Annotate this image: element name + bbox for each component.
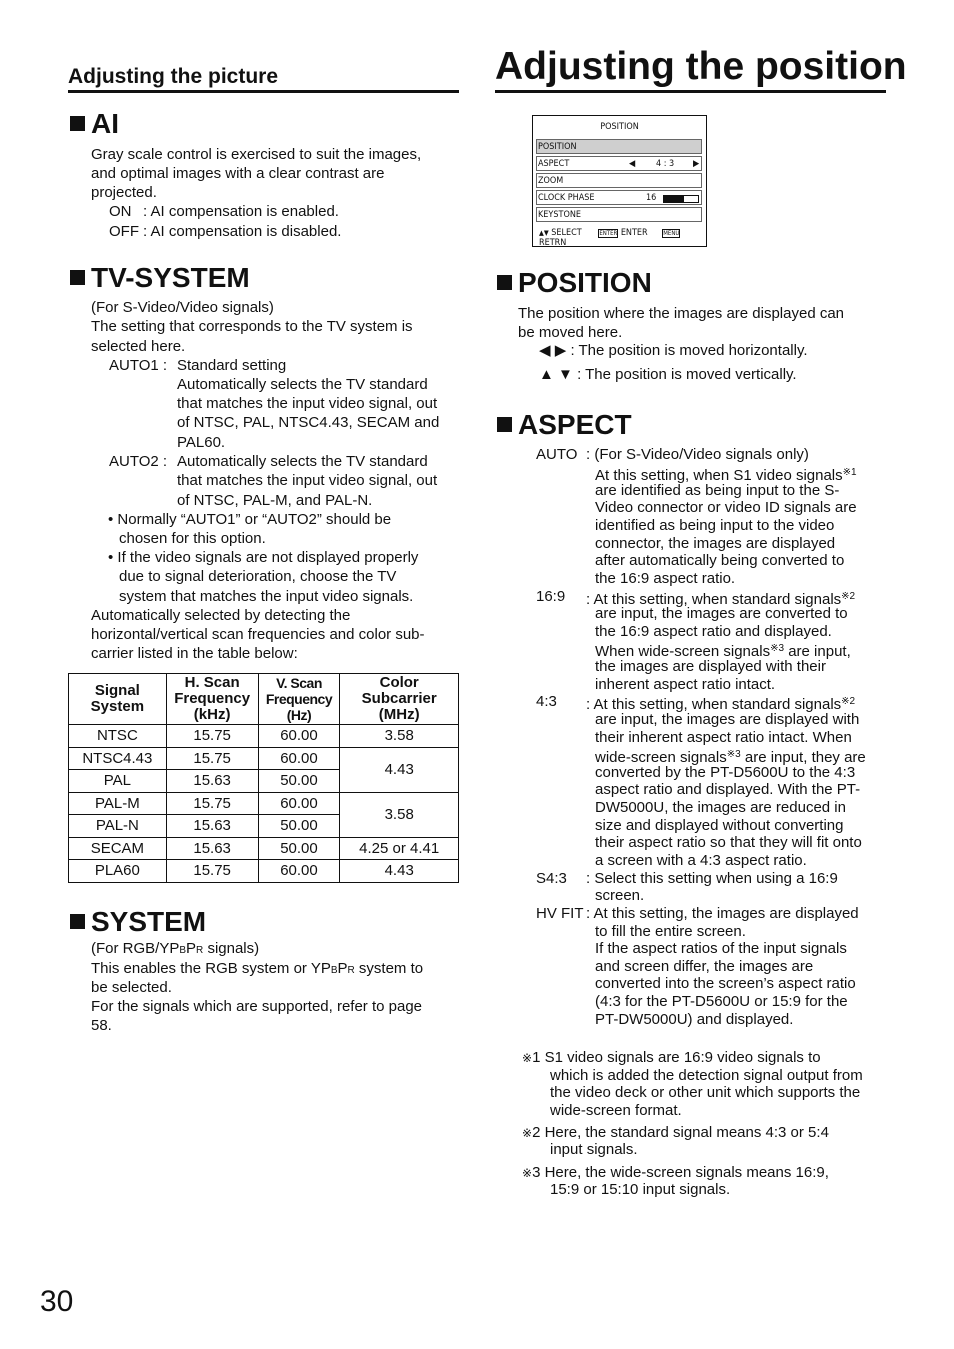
cell-color: 4.25 or 4.41 bbox=[340, 837, 459, 860]
cell-hscan: 15.75 bbox=[166, 725, 258, 748]
aspect-169-text: : At this setting, when standard signals$^{※2}$ bbox=[586, 591, 856, 608]
aspect-value: 4 : 3 bbox=[656, 159, 675, 169]
section-rule bbox=[68, 90, 459, 93]
cell-system: NTSC4.43 bbox=[69, 747, 167, 770]
ai-text: Gray scale control is exercised to suit the images, bbox=[91, 146, 422, 163]
cell-hscan: 15.75 bbox=[166, 747, 258, 770]
square-bullet-icon bbox=[70, 914, 85, 929]
menu-footer: ▲▼ SELECT ENTER ENTER MENU RETRN bbox=[539, 228, 680, 248]
tv-system-table bbox=[68, 673, 459, 883]
aspect-hv-text: PT-DW5000U) and displayed. bbox=[595, 1011, 794, 1028]
auto1-text: of NTSC, PAL, NTSC4.43, SECAM and bbox=[177, 414, 440, 431]
aspect-169-text: When wide-screen signals$^{※3}$ are input, bbox=[595, 643, 851, 660]
bullet-text: • Normally “AUTO1” or “AUTO2” should be bbox=[108, 511, 392, 528]
aspect-s43-text: : Select this setting when using a 16:9 bbox=[586, 870, 838, 887]
tv-heading-text: TV-SYSTEM bbox=[91, 262, 250, 293]
cell-system: PAL-N bbox=[69, 815, 167, 838]
cell-color: 3.58 bbox=[340, 725, 459, 748]
ai-on-text: : AI compensation is enabled. bbox=[143, 203, 339, 220]
auto1-text: that matches the input video signal, out bbox=[177, 395, 438, 412]
left-arrow-icon: ◀ bbox=[539, 342, 551, 359]
cell-system: PAL-M bbox=[69, 792, 167, 815]
cell-hscan: 15.75 bbox=[166, 792, 258, 815]
aspect-hv-key: HV FIT bbox=[536, 905, 584, 922]
position-text: be moved here. bbox=[518, 324, 623, 341]
table-row bbox=[69, 860, 459, 883]
aspect-auto-text: after automatically being converted to bbox=[595, 552, 845, 569]
footnote-1: ※1 S1 video signals are 16:9 video signals to bbox=[522, 1049, 821, 1066]
auto2-text: of NTSC, PAL-M, and PAL-N. bbox=[177, 492, 373, 509]
aspect-169-key: 16:9 bbox=[536, 588, 566, 605]
cell-hscan: 15.63 bbox=[166, 770, 258, 793]
position-h-row: ◀ ▶ : The position is moved horizontally. bbox=[539, 342, 808, 359]
system-text: For the signals which are supported, refer to page bbox=[91, 998, 423, 1015]
cell-color: 3.58 bbox=[340, 792, 459, 837]
cell-system: PLA60 bbox=[69, 860, 167, 883]
position-v-row: ▲ ▼ : The position is moved vertically. bbox=[539, 366, 797, 383]
tv-text: Automatically selected by detecting the bbox=[91, 607, 351, 624]
cell-hscan: 15.75 bbox=[166, 860, 258, 883]
aspect-169-text: are input, the images are converted to bbox=[595, 605, 848, 622]
col-header-vscan: V. Scan Frequency (Hz) bbox=[258, 674, 340, 725]
cell-vscan: 50.00 bbox=[258, 770, 340, 793]
menu-key-icon: MENU bbox=[663, 230, 680, 237]
menu-item-aspect: ASPECT ◀ 4 : 3 ▶ bbox=[536, 156, 702, 171]
auto2-key: AUTO2 : bbox=[109, 453, 168, 470]
footnote-2: ※2 Here, the standard signal means 4:3 or 5:4 bbox=[522, 1124, 829, 1141]
aspect-auto-text: At this setting, when S1 video signals$^{※1}$ bbox=[595, 467, 857, 484]
col-header-hscan: H. Scan Frequency (kHz) bbox=[166, 674, 258, 725]
left-arrow-icon: ◀ bbox=[629, 159, 636, 169]
aspect-s43-text: screen. bbox=[595, 887, 645, 904]
title-rule bbox=[495, 90, 886, 93]
square-bullet-icon bbox=[497, 275, 512, 290]
menu-item-position: POSITION bbox=[536, 139, 702, 154]
menu-item-keystone: KEYSTONE bbox=[536, 207, 702, 222]
cell-color: 4.43 bbox=[340, 860, 459, 883]
aspect-hv-text: If the aspect ratios of the input signals bbox=[595, 940, 847, 957]
auto1-text: PAL60. bbox=[177, 434, 226, 451]
ai-off-key: OFF bbox=[109, 223, 139, 240]
cell-system: NTSC bbox=[69, 725, 167, 748]
tv-text: selected here. bbox=[91, 338, 186, 355]
ai-heading bbox=[70, 108, 119, 140]
auto2-text: that matches the input video signal, out bbox=[177, 472, 438, 489]
ai-on-key: ON bbox=[109, 203, 132, 220]
cell-hscan: 15.63 bbox=[166, 815, 258, 838]
system-text: This enables the RGB system or YPBPR system to bbox=[91, 960, 424, 977]
aspect-43-text: : At this setting, when standard signals$^{※2}$ bbox=[586, 696, 856, 713]
up-down-icon: ▲▼ bbox=[539, 229, 549, 237]
bullet-text: chosen for this option. bbox=[119, 530, 266, 547]
aspect-169-text: the 16:9 aspect ratio and displayed. bbox=[595, 623, 832, 640]
aspect-43-text: are input, the images are displayed with bbox=[595, 711, 860, 728]
system-text: be selected. bbox=[91, 979, 172, 996]
cell-vscan: 60.00 bbox=[258, 725, 340, 748]
col-header-color: Color Subcarrier (MHz) bbox=[340, 674, 459, 725]
aspect-43-text: their aspect ratio so that they will fit onto bbox=[595, 834, 862, 851]
position-text: The position where the images are displayed can bbox=[518, 305, 845, 322]
bullet-text: system that matches the input video signals. bbox=[119, 588, 414, 605]
bullet-text: • If the video signals are not displayed properly bbox=[108, 549, 419, 566]
aspect-43-text: converted by the PT-D5600U to the 4:3 bbox=[595, 764, 856, 781]
aspect-43-text: DW5000U, the images are reduced in bbox=[595, 799, 846, 816]
footnote-3: ※3 Here, the wide-screen signals means 16:9, bbox=[522, 1164, 829, 1181]
auto1-key: AUTO1 : bbox=[109, 357, 168, 374]
aspect-hv-text: and screen differ, the images are bbox=[595, 958, 814, 975]
col-header-signal: Signal System bbox=[69, 674, 167, 725]
footnote-1: wide-screen format. bbox=[550, 1102, 682, 1119]
right-arrow-icon: ▶ bbox=[693, 159, 700, 169]
table-row bbox=[69, 725, 459, 748]
footnote-1: the video deck or other unit which supports the bbox=[550, 1084, 861, 1101]
square-bullet-icon bbox=[70, 116, 85, 131]
system-heading bbox=[70, 906, 206, 938]
aspect-heading bbox=[497, 409, 632, 441]
aspect-43-text: a screen with a 4:3 aspect ratio. bbox=[595, 852, 807, 869]
bullet-text: due to signal deterioration, choose the TV bbox=[119, 568, 397, 585]
table-row bbox=[69, 837, 459, 860]
section-title: Adjusting the picture bbox=[68, 65, 278, 88]
aspect-169-text: inherent aspect ratio intact. bbox=[595, 676, 776, 693]
tv-text: (For S-Video/Video signals) bbox=[91, 299, 274, 316]
tv-text: carrier listed in the table below: bbox=[91, 645, 298, 662]
menu-item-clock-phase: CLOCK PHASE 16 bbox=[536, 190, 702, 205]
system-heading-text: SYSTEM bbox=[91, 906, 207, 937]
aspect-heading-text: ASPECT bbox=[518, 409, 632, 440]
down-arrow-icon: ▼ bbox=[558, 366, 573, 383]
table-row bbox=[69, 747, 459, 770]
system-text: (For RGB/YPBPR signals) bbox=[91, 940, 260, 957]
table-row bbox=[69, 792, 459, 815]
position-menu-screenshot bbox=[532, 115, 707, 247]
ai-heading-text: AI bbox=[91, 108, 119, 139]
cell-vscan: 50.00 bbox=[258, 815, 340, 838]
tv-system-heading bbox=[70, 262, 250, 294]
aspect-hv-text: : At this setting, the images are displayed bbox=[586, 905, 859, 922]
aspect-43-text: wide-screen signals$^{※3}$ are input, they are bbox=[595, 749, 866, 766]
cell-hscan: 15.63 bbox=[166, 837, 258, 860]
aspect-auto-text: : (For S-Video/Video signals only) bbox=[586, 446, 809, 463]
aspect-43-text: their inherent aspect ratio intact. When bbox=[595, 729, 852, 746]
square-bullet-icon bbox=[497, 417, 512, 432]
aspect-auto-text: the 16:9 aspect ratio. bbox=[595, 570, 736, 587]
aspect-auto-text: connector, the images are displayed bbox=[595, 535, 836, 552]
position-heading bbox=[497, 267, 652, 299]
page-number: 30 bbox=[40, 1285, 74, 1318]
cell-system: SECAM bbox=[69, 837, 167, 860]
aspect-s43-key: S4:3 bbox=[536, 870, 567, 887]
system-text: 58. bbox=[91, 1017, 112, 1034]
auto1-text: Automatically selects the TV standard bbox=[177, 376, 428, 393]
menu-title: POSITION bbox=[600, 122, 639, 132]
aspect-auto-text: Video connector or video ID signals are bbox=[595, 499, 857, 516]
position-heading-text: POSITION bbox=[518, 267, 652, 298]
cell-vscan: 60.00 bbox=[258, 792, 340, 815]
cell-color: 4.43 bbox=[340, 747, 459, 792]
tv-text: The setting that corresponds to the TV system is bbox=[91, 318, 413, 335]
cell-vscan: 50.00 bbox=[258, 837, 340, 860]
aspect-43-text: size and displayed without converting bbox=[595, 817, 844, 834]
aspect-auto-key: AUTO bbox=[536, 446, 578, 463]
aspect-auto-text: are identified as being input to the S- bbox=[595, 482, 840, 499]
ai-text: projected. bbox=[91, 184, 157, 201]
aspect-43-text: aspect ratio and displayed. With the PT- bbox=[595, 781, 861, 798]
aspect-hv-text: converted into the screen’s aspect ratio bbox=[595, 975, 856, 992]
cell-vscan: 60.00 bbox=[258, 747, 340, 770]
aspect-hv-text: (4:3 for the PT-D5600U or 15:9 for the bbox=[595, 993, 848, 1010]
footnote-1: which is added the detection signal output from bbox=[550, 1067, 863, 1084]
right-arrow-icon: ▶ bbox=[554, 342, 567, 359]
ai-text: and optimal images with a clear contrast are bbox=[91, 165, 385, 182]
tv-text: horizontal/vertical scan frequencies and color sub- bbox=[91, 626, 425, 643]
aspect-hv-text: to fill the entire screen. bbox=[595, 923, 746, 940]
cell-system: PAL bbox=[69, 770, 167, 793]
aspect-169-text: the images are displayed with their bbox=[595, 658, 826, 675]
enter-key-icon: ENTER bbox=[599, 230, 618, 237]
aspect-43-key: 4:3 bbox=[536, 693, 557, 710]
up-arrow-icon: ▲ bbox=[539, 366, 554, 383]
table-header-row bbox=[69, 674, 459, 725]
footnote-3: 15:9 or 15:10 input signals. bbox=[550, 1181, 731, 1198]
auto2-text: Automatically selects the TV standard bbox=[177, 453, 428, 470]
square-bullet-icon bbox=[70, 270, 85, 285]
cell-vscan: 60.00 bbox=[258, 860, 340, 883]
auto1-text: Standard setting bbox=[177, 357, 287, 374]
slider-bar bbox=[663, 195, 699, 203]
footnote-2: input signals. bbox=[550, 1141, 638, 1158]
aspect-auto-text: identified as being input to the video bbox=[595, 517, 835, 534]
page-title: Adjusting the position bbox=[495, 45, 907, 88]
menu-item-zoom: ZOOM bbox=[536, 173, 702, 188]
clock-value: 16 bbox=[646, 193, 657, 203]
ai-off-text: : AI compensation is disabled. bbox=[143, 223, 342, 240]
